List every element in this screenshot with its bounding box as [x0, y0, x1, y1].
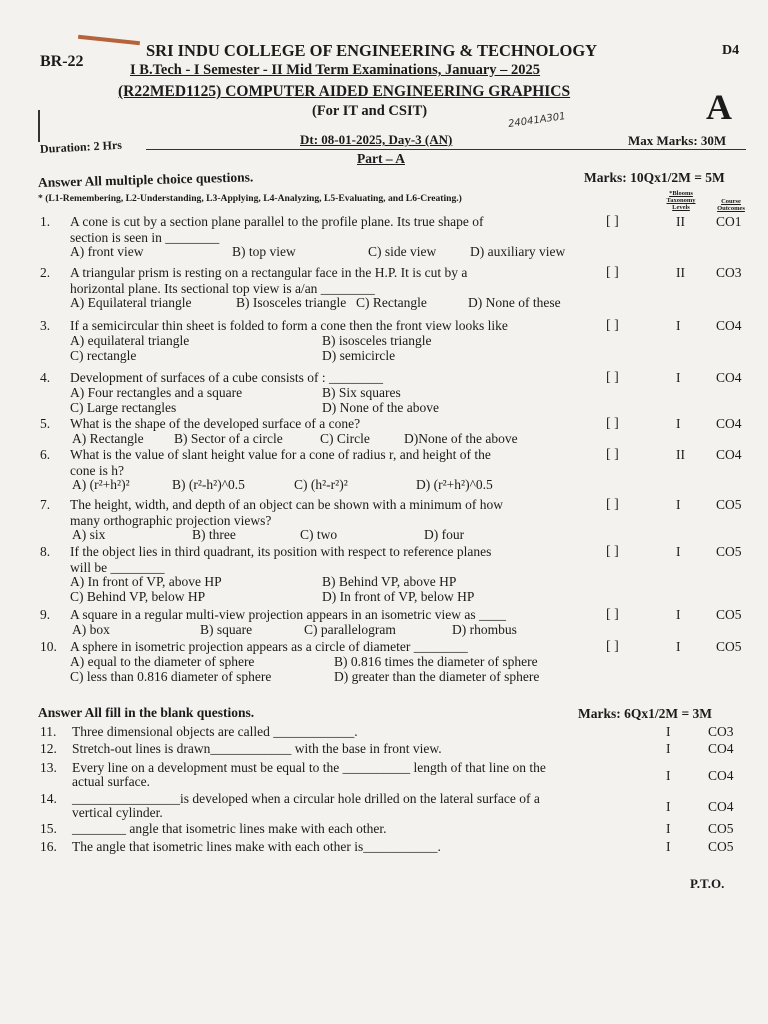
max-marks: Max Marks: 30M: [628, 133, 727, 148]
answer-bracket: [ ]: [606, 447, 619, 462]
course-outcome: CO4: [708, 799, 734, 814]
question-number: 2.: [40, 265, 51, 280]
blooms-column-header: *Blooms Taxonomy Levels: [666, 190, 696, 211]
question-number: 1.: [40, 214, 51, 229]
question-number: 8.: [40, 544, 51, 559]
option-b: B) isosceles triangle: [322, 333, 432, 348]
blooms-level: I: [666, 724, 671, 739]
set-letter: A: [706, 87, 732, 127]
question-text-cont: cone is h?: [70, 463, 124, 478]
question-text: ________ angle that isometric lines make with each other.: [72, 821, 387, 836]
blooms-level: II: [676, 265, 685, 280]
part-title: Part – A: [357, 151, 405, 166]
option-d: D)None of the above: [404, 431, 518, 446]
blooms-level: I: [676, 370, 681, 385]
question-text-cont: will be ________: [70, 560, 165, 575]
answer-bracket: [ ]: [606, 370, 619, 385]
course-outcome: CO1: [716, 214, 742, 229]
course-outcome: CO5: [716, 639, 742, 654]
option-c: C) two: [300, 527, 338, 542]
option-b: B) square: [200, 622, 253, 637]
question-text: The angle that isometric lines make with each other is___________.: [72, 839, 441, 854]
question-number: 14.: [40, 791, 57, 806]
course-outcome: CO5: [708, 839, 734, 854]
blooms-level: I: [676, 497, 681, 512]
branch-note: (For IT and CSIT): [312, 103, 428, 119]
blooms-level: I: [666, 839, 671, 854]
course-outcome: CO3: [708, 724, 734, 739]
blooms-level: I: [676, 544, 681, 559]
answer-bracket: [ ]: [606, 318, 619, 333]
fib-heading: Answer All fill in the blank questions.: [38, 705, 255, 720]
question-number: 11.: [40, 724, 57, 739]
option-c: C) less than 0.816 diameter of sphere: [70, 669, 272, 684]
option-a: A) box: [72, 622, 110, 637]
answer-bracket: [ ]: [606, 416, 619, 431]
option-d: D) In front of VP, below HP: [322, 589, 475, 604]
question-text: ________________is developed when a circular hole drilled on the lateral surface of a: [72, 791, 540, 806]
blooms-level: I: [676, 607, 681, 622]
answer-bracket: [ ]: [606, 607, 619, 622]
blooms-level: I: [676, 639, 681, 654]
option-c: C) (h²-r²)²: [294, 477, 348, 492]
option-d: D) None of these: [468, 295, 561, 310]
answer-bracket: [ ]: [606, 544, 619, 559]
question-text-cont: section is seen in ________: [70, 230, 220, 245]
question-text: Stretch-out lines is drawn____________ with the base in front view.: [72, 741, 442, 756]
answer-bracket: [ ]: [606, 265, 619, 280]
option-a: A) six: [72, 527, 106, 542]
question-text: A sphere in isometric projection appears as a circle of diameter ________: [70, 639, 468, 654]
exam-date: Dt: 08-01-2025, Day-3 (AN): [300, 132, 453, 147]
option-d: D) greater than the diameter of sphere: [334, 669, 540, 684]
mcq-heading: Answer All multiple choice questions.: [37, 169, 254, 190]
option-a: A) In front of VP, above HP: [70, 574, 222, 589]
blooms-level: II: [676, 447, 685, 462]
course-outcome-column-header: Course Outcomes: [717, 198, 745, 212]
option-a: A) Four rectangles and a square: [70, 385, 243, 400]
header-rule: [146, 149, 746, 150]
course-outcome: CO4: [716, 416, 742, 431]
course-outcome: CO5: [716, 607, 742, 622]
option-c: C) parallelogram: [304, 622, 396, 637]
question-text-cont: vertical cylinder.: [72, 805, 163, 820]
question-number: 13.: [40, 760, 57, 775]
option-c: C) Rectangle: [356, 295, 427, 310]
course-outcome: CO4: [716, 447, 742, 462]
paper-code-right: D4: [722, 43, 740, 58]
course-outcome: CO4: [708, 768, 734, 783]
question-text: A triangular prism is resting on a rectangular face in the H.P. It is cut by a: [70, 265, 468, 280]
question-text-cont: actual surface.: [72, 774, 150, 789]
option-b: B) 0.816 times the diameter of sphere: [334, 654, 538, 669]
question-text: What is the value of slant height value for a cone of radius r, and height of the: [70, 447, 491, 462]
course-outcome: CO5: [716, 544, 742, 559]
option-a: A) (r²+h²)²: [72, 477, 130, 492]
answer-bracket: [ ]: [606, 639, 619, 654]
option-d: D) None of the above: [322, 400, 439, 415]
question-text: If a semicircular thin sheet is folded to form a cone then the front view looks like: [70, 318, 508, 333]
course-outcome: CO4: [716, 370, 742, 385]
course-outcome: CO4: [716, 318, 742, 333]
subject-title: (R22MED1125) COMPUTER AIDED ENGINEERING GRAPHICS: [118, 83, 571, 100]
fib-marks: Marks: 6Qx1/2M = 3M: [578, 706, 713, 721]
blooms-level: I: [666, 741, 671, 756]
course-outcome: CO5: [708, 821, 734, 836]
option-c: C) Large rectangles: [70, 400, 177, 415]
question-number: 6.: [40, 447, 51, 462]
levels-legend: * (L1-Remembering, L2-Understanding, L3-Applying, L4-Analyzing, L5-Evaluating, and L6-Creating.): [38, 193, 462, 204]
blooms-level: I: [666, 799, 671, 814]
question-text: Development of surfaces of a cube consists of : ________: [70, 370, 384, 385]
question-number: 9.: [40, 607, 51, 622]
option-b: B) Six squares: [322, 385, 401, 400]
option-d: D) semicircle: [322, 348, 396, 363]
course-outcome: CO4: [708, 741, 734, 756]
option-d: D) (r²+h²)^0.5: [416, 477, 493, 492]
question-text: A square in a regular multi-view projection appears in an isometric view as ____: [70, 607, 506, 622]
option-b: B) Behind VP, above HP: [322, 574, 457, 589]
question-text: A cone is cut by a section plane parallel to the profile plane. Its true shape of: [70, 214, 484, 229]
option-b: B) Isosceles triangle: [236, 295, 347, 310]
question-number: 5.: [40, 416, 51, 431]
exam-title: I B.Tech - I Semester - II Mid Term Examinations, January – 2025: [130, 62, 541, 78]
answer-bracket: [ ]: [606, 214, 619, 229]
college-name: SRI INDU COLLEGE OF ENGINEERING & TECHNOLOGY: [146, 41, 598, 60]
option-c: C) side view: [368, 244, 437, 259]
option-b: B) Sector of a circle: [174, 431, 283, 446]
question-text: Every line on a development must be equal to the __________ length of that line on the: [72, 760, 546, 775]
blooms-level: I: [676, 318, 681, 333]
question-number: 16.: [40, 839, 57, 854]
option-a: A) Rectangle: [72, 431, 144, 446]
blooms-level: II: [676, 214, 685, 229]
option-b: B) (r²-h²)^0.5: [172, 477, 245, 492]
option-c: C) rectangle: [70, 348, 137, 363]
question-text: If the object lies in third quadrant, its position with respect to reference planes: [70, 544, 492, 559]
option-d: D) auxiliary view: [470, 244, 566, 259]
option-c: C) Behind VP, below HP: [70, 589, 206, 604]
page-turn-note: P.T.O.: [690, 876, 725, 891]
scan-artifact: [78, 35, 140, 45]
blooms-level: I: [666, 821, 671, 836]
course-outcome: CO3: [716, 265, 742, 280]
option-d: D) rhombus: [452, 622, 517, 637]
course-outcome: CO5: [716, 497, 742, 512]
option-a: A) front view: [70, 244, 144, 259]
question-number: 12.: [40, 741, 57, 756]
option-a: A) equal to the diameter of sphere: [70, 654, 255, 669]
option-d: D) four: [424, 527, 465, 542]
question-number: 15.: [40, 821, 57, 836]
question-text-cont: many orthographic projection views?: [70, 513, 272, 528]
question-text-cont: horizontal plane. Its sectional top view is a/an ________: [70, 281, 375, 296]
paper-code-left: BR-22: [40, 53, 84, 70]
question-number: 7.: [40, 497, 51, 512]
question-number: 4.: [40, 370, 51, 385]
duration: Duration: 2 Hrs: [39, 137, 123, 156]
option-b: B) top view: [232, 244, 296, 259]
answer-bracket: [ ]: [606, 497, 619, 512]
question-text: Three dimensional objects are called ____________.: [72, 724, 358, 739]
margin-pen-mark: [38, 110, 40, 142]
question-text: The height, width, and depth of an object can be shown with a minimum of how: [70, 497, 504, 512]
question-text: What is the shape of the developed surface of a cone?: [70, 416, 361, 431]
option-b: B) three: [192, 527, 236, 542]
blooms-level: I: [676, 416, 681, 431]
question-number: 3.: [40, 318, 51, 333]
option-a: A) Equilateral triangle: [70, 295, 192, 310]
question-number: 10.: [40, 639, 57, 654]
option-a: A) equilateral triangle: [70, 333, 190, 348]
blooms-level: I: [666, 768, 671, 783]
option-c: C) Circle: [320, 431, 370, 446]
handwritten-roll-number: 24041A301: [507, 111, 567, 130]
mcq-marks: Marks: 10Qx1/2M = 5M: [584, 170, 725, 185]
